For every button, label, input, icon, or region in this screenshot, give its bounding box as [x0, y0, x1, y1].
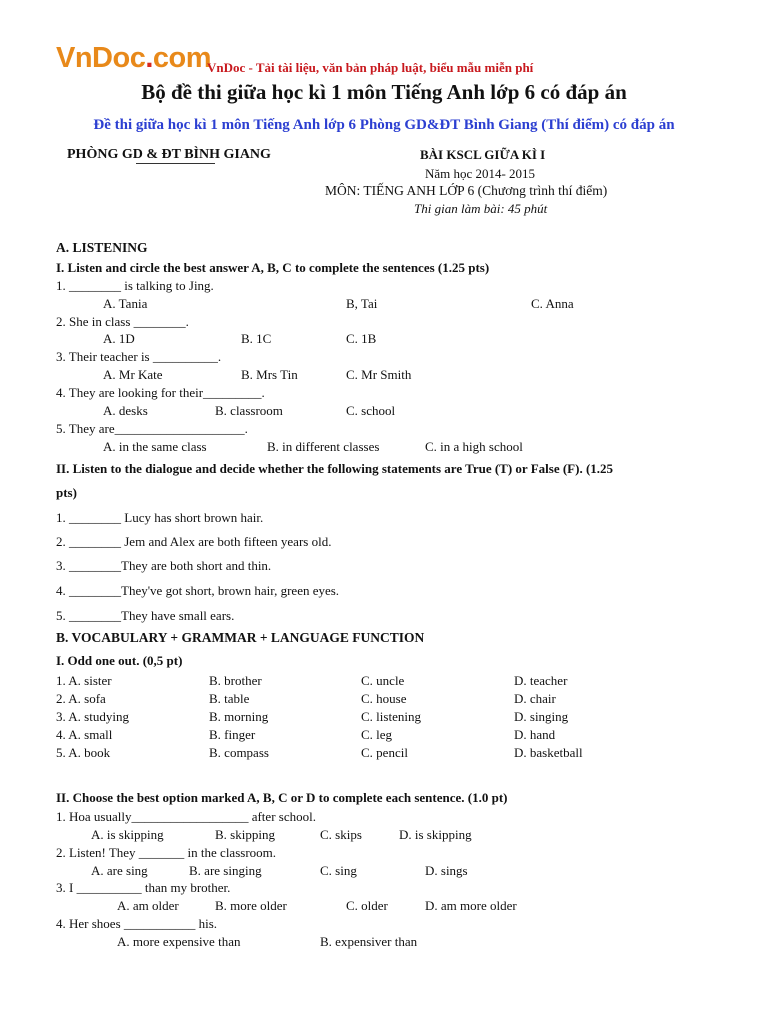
option-c: C. older [346, 898, 388, 913]
statement-2: 2. ________ Jem and Alex are both fifteen years old. [56, 534, 332, 549]
option-c: C. skips [320, 827, 362, 842]
choose-question-1: 1. Hoa usually__________________ after school. [56, 809, 316, 824]
option-d: D. is skipping [399, 827, 472, 842]
option-c: C. sing [320, 863, 357, 878]
option-a: A. more expensive than [117, 934, 241, 949]
choose-question-4: 4. Her shoes ___________ his. [56, 916, 218, 931]
option-a: A. 1D [103, 331, 135, 346]
option-a: A. is skipping [91, 827, 164, 842]
option-a: A. am older [117, 898, 179, 913]
statement-4: 4. ________They've got short, brown hair, green eyes. [56, 583, 340, 598]
exam-subject: MÔN: TIẾNG ANH LỚP 6 (Chương trình thí điểm) [325, 183, 608, 198]
document-subtitle: Đề thi giữa học kì 1 môn Tiếng Anh lớp 6 Phòng GD&ĐT Bình Giang (Thí điểm) có đáp án [93, 117, 675, 133]
option-b: B. skipping [215, 827, 275, 842]
option-d: D. sings [425, 863, 468, 878]
vndoc-logo[interactable]: VnDoc.com [56, 42, 212, 74]
option-b: B, Tai [346, 296, 378, 311]
option-b: B. more older [215, 898, 287, 913]
odd-row-5-c: C. pencil [361, 745, 408, 760]
odd-row-4-d: D. hand [514, 727, 556, 742]
odd-row-5-b: B. compass [209, 745, 269, 760]
school-name: PHÒNG GD & ĐT BÌNH GIANG [67, 147, 271, 162]
odd-row-1-c: C. uncle [361, 673, 405, 688]
listening-question-1: 1. ________ is talking to Jing. [56, 278, 214, 293]
listening-part2-title-cont: pts) [56, 485, 77, 500]
choose-question-2: 2. Listen! They _______ in the classroom. [56, 845, 277, 860]
odd-row-2-b: B. table [209, 691, 250, 706]
exam-name: BÀI KSCL GIỮA KÌ I [420, 147, 546, 162]
odd-row-5-d: D. basketball [514, 745, 583, 760]
option-b: B. Mrs Tin [241, 367, 298, 382]
option-c: C. Mr Smith [346, 367, 412, 382]
option-c: C. Anna [531, 296, 574, 311]
option-c: C. school [346, 403, 396, 418]
listening-part2-title: II. Listen to the dialogue and decide whether the following statements are True (T) or False (F). (1.25 [56, 461, 614, 476]
listening-part1-title: I. Listen and circle the best answer A, B, C to complete the sentences (1.25 pts) [56, 260, 490, 275]
option-a: A. desks [103, 403, 148, 418]
option-a: A. Tania [103, 296, 148, 311]
listening-question-5: 5. They are____________________. [56, 421, 248, 436]
section-vocabulary-title: B. VOCABULARY + GRAMMAR + LANGUAGE FUNCTION [56, 630, 425, 645]
option-a: A. Mr Kate [103, 367, 163, 382]
exam-duration: Thi gian làm bài: 45 phút [414, 201, 548, 216]
page-title: Bộ đề thi giữa học kì 1 môn Tiếng Anh lớp 6 có đáp án [141, 80, 627, 104]
odd-row-1-a: 1. A. sister [56, 673, 112, 688]
odd-row-3-b: B. morning [209, 709, 269, 724]
odd-row-3-c: C. listening [361, 709, 421, 724]
option-a: A. are sing [91, 863, 148, 878]
school-year: Năm học 2014- 2015 [424, 166, 536, 181]
odd-row-3-a: 3. A. studying [56, 709, 129, 724]
odd-row-1-d: D. teacher [514, 673, 568, 688]
odd-row-2-a: 2. A. sofa [56, 691, 106, 706]
choose-option-title: II. Choose the best option marked A, B, C or D to complete each sentence. (1.0 pt) [56, 790, 508, 805]
listening-question-4: 4. They are looking for their_________. [56, 385, 265, 400]
statement-1: 1. ________ Lucy has short brown hair. [56, 510, 264, 525]
odd-row-2-d: D. chair [514, 691, 556, 706]
option-a: A. in the same class [103, 439, 207, 454]
option-c: C. in a high school [425, 439, 523, 454]
odd-row-3-d: D. singing [514, 709, 569, 724]
odd-one-out-title: I. Odd one out. (0,5 pt) [56, 653, 183, 668]
odd-row-4-b: B. finger [209, 727, 256, 742]
statement-3: 3. ________They are both short and thin. [56, 558, 272, 573]
option-c: C. 1B [346, 331, 377, 346]
odd-row-5-a: 5. A. book [56, 745, 111, 760]
option-b: B. expensiver than [320, 934, 418, 949]
option-b: B. 1C [241, 331, 272, 346]
option-b: B. in different classes [267, 439, 380, 454]
odd-row-4-c: C. leg [361, 727, 393, 742]
listening-question-3: 3. Their teacher is __________. [56, 349, 222, 364]
divider [136, 163, 215, 164]
option-b: B. are singing [189, 863, 262, 878]
statement-5: 5. ________They have small ears. [56, 608, 235, 623]
choose-question-3: 3. I __________ than my brother. [56, 880, 231, 895]
odd-row-2-c: C. house [361, 691, 407, 706]
odd-row-4-a: 4. A. small [56, 727, 113, 742]
listening-question-2: 2. She in class ________. [56, 314, 189, 329]
section-listening-title: A. LISTENING [56, 240, 148, 255]
odd-row-1-b: B. brother [209, 673, 262, 688]
option-b: B. classroom [215, 403, 283, 418]
option-d: D. am more older [425, 898, 517, 913]
site-tagline: VnDoc - Tải tài liệu, văn bản pháp luật, biểu mẫu miễn phí [207, 60, 534, 75]
